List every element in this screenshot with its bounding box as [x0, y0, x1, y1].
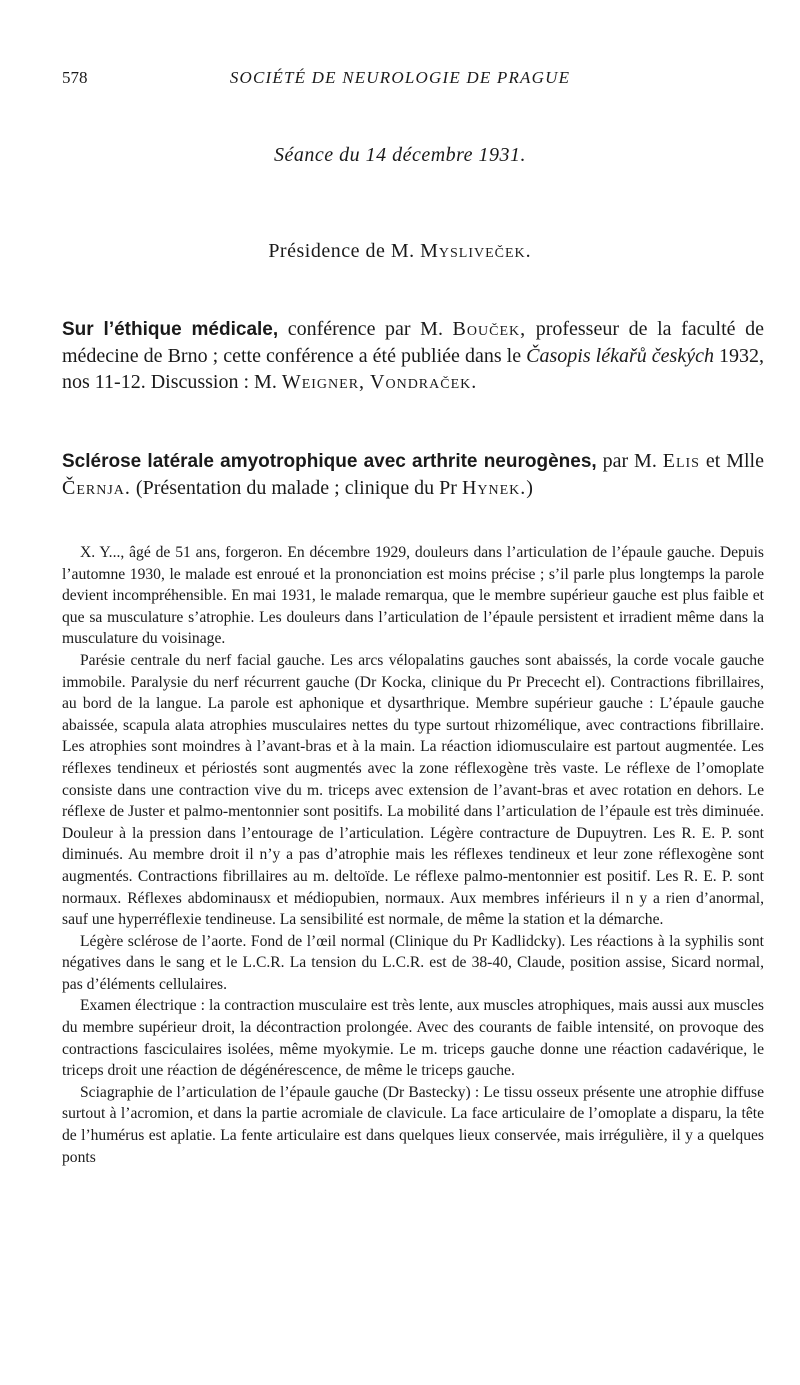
case-report-body [62, 542, 764, 1168]
presidence-label: Présidence de M. [268, 240, 415, 262]
discussant-name: Weigner, [281, 371, 366, 393]
article-text: 1932, nos 11-12. Discussion : M. [62, 345, 764, 393]
article-title: Sur l’éthique médicale, [62, 319, 279, 340]
president-name: Mysliveček. [420, 240, 532, 262]
author-name: Elis [662, 450, 700, 472]
article-text: par M. [596, 450, 663, 472]
author-name: Bouček, [452, 318, 527, 340]
paragraph: X. Y..., âgé de 51 ans, forgeron. En décembre 1929, douleurs dans l’articulation de l’épaule gauche. Depuis l’automne 1930, le malade est enroué et la prononciation est moins précise ; s’il parle plus longtemps la parole devient incompréhensible. En mai 1931, le malade remarqua, que le membre supérieur gauche est plus faible et que sa musculature s’atrophie. Les douleurs dans l’articulation de l’épaule persistent et irradient même dans la musculature du voisinage. [62, 544, 764, 648]
article-text: professeur de la faculté de médecine de Brno ; cette conférence a été publiée dans le [62, 318, 764, 367]
journal-title: SOCIÉTÉ DE NEUROLOGIE DE PRAGUE [229, 68, 571, 87]
presidence-line [62, 240, 738, 263]
article-title: Sclérose latérale amyotrophique avec arthrite neurogènes, [62, 451, 597, 472]
author-name: Černja. [62, 477, 131, 499]
running-head [62, 68, 738, 92]
clinic-head-name: Hynek.) [461, 477, 534, 499]
article-text: conférence par M. [278, 318, 453, 340]
session-date: Séance du 14 décembre 1931. [273, 144, 527, 166]
paragraph: Parésie centrale du nerf facial gauche. Les arcs vélopalatins gauches sont abaissés, la corde vocale gauche immobile. Paralysie du nerf récurrent gauche (Dr Kocka, clinique du Pr Prececht el). Contractions fibrillaires, au bord de la langue. La parole est aphonique et dysarthrique. Membre supérieur gauche : L’épaule gauche abaissée, scapula alata atrophies musculaires nettes du type surtout rhizomélique, avec contractions fibrillaire. Les atrophies sont moindres à l’avant-bras et à la main. La réaction idiomusculaire est partout augmentée. Les réflexes tendineux et périostés sont augmentés avec la zone réflexogène très vaste. Le réflexe de l’omoplate consiste dans une contraction vive du m. triceps avec extension de l’avant-bras et avec rotation en dehors. Le réflexe de Juster et palmo-mentonnier sont positifs. La mobilité dans l’articulation de l’épaule est très diminuée. Douleur à la pression dans l’entourage de l’articulation. Légère contracture de Dupuytren. Les R. E. P. sont diminués. Au membre droit il n’y a pas d’atrophie mais les réflexes tendineux et leur zone réflexogène sont augmentés. Contractions fibrillaires au m. deltoïde. Le réflexe palmo-mentonnier est positif. Les R. E. P. sont normaux. Réflexes abdominausx et médiopubien, normaux. Aux membres inférieurs il n y a rien d’anormal, sauf une hyperréflexie tendineuse. La sensibilité est normale, de même la station et la démarche. [62, 651, 764, 929]
paragraph: Examen électrique : la contraction musculaire est très lente, aux muscles atrophiques, mais aussi aux muscles du membre supérieur droit, la décontraction prolongée. Avec des courants de faible intensité, on provoque des contractions fasciculaires isolées, même myokymie. Le m. triceps gauche donne une réaction cadavérique, le triceps droit une réaction de dégénérescence, de même le triceps gauche. [62, 997, 764, 1080]
article-sclerose [62, 448, 764, 501]
discussant-name: Vondraček. [370, 371, 478, 393]
article-text: (Présentation du malade ; clinique du Pr [130, 477, 462, 499]
article-ethique [62, 316, 764, 395]
article-text: et Mlle [699, 450, 764, 472]
paragraph: Sciagraphie de l’articulation de l’épaule gauche (Dr Bastecky) : Le tissu osseux présente une atrophie diffuse surtout à l’acromion, et dans la partie acromiale de clavicule. La face articulaire de l’omoplate a disparu, la tête de l’humérus est aplatie. La fente articulaire est dans quelques lieux conservée, mais irrégulière, il y a quelques ponts [62, 1083, 764, 1166]
paragraph: Légère sclérose de l’aorte. Fond de l’œil normal (Clinique du Pr Kadlidcky). Les réactions à la syphilis sont négatives dans le sang et le L.C.R. La tension du L.C.R. est de 38-40, Claude, position assise, Sicard normal, pas d’éléments cellulaires. [62, 932, 764, 993]
page-number: 578 [62, 68, 88, 87]
journal-name: Časopis lékařů českých [526, 345, 714, 367]
